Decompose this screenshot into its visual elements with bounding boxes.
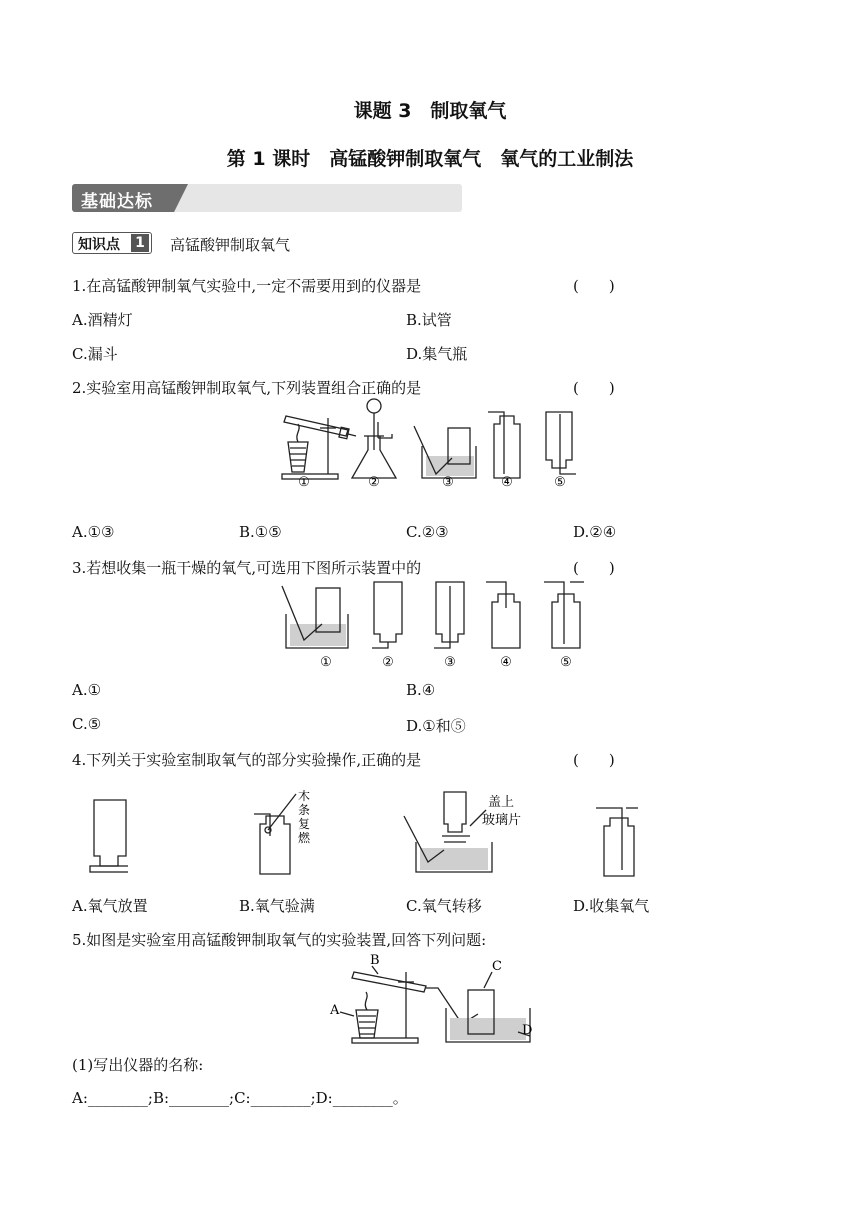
q1-stem: 1.在高锰酸钾制氧气实验中,一定不需要用到的仪器是: [72, 277, 422, 295]
q4-answer-paren[interactable]: ( ): [573, 751, 615, 769]
knowledge-point-box: [72, 232, 152, 254]
q1-option-a: A.酒精灯: [72, 311, 133, 329]
q5-fig-label-b: B: [370, 953, 380, 968]
q4-fig-d-bottle: [592, 800, 642, 880]
q2-apparatus-figure: [276, 398, 596, 488]
lesson-title: 第 1 课时 高锰酸钾制取氧气 氧气的工业制法: [226, 148, 634, 170]
q1-option-d: D.集气瓶: [406, 345, 468, 363]
q4-option-d: D.收集氧气: [573, 897, 650, 915]
q3-apparatus-figure: [278, 578, 588, 670]
q2-fig-bottle-4: [488, 412, 520, 478]
q4-fig-b-text-4: 燃: [297, 831, 311, 845]
q4-option-c: C.氧气转移: [406, 897, 482, 915]
q1-option-b: B.试管: [406, 311, 452, 329]
q2-fig-label-2: ②: [368, 475, 380, 488]
q2-answer-paren[interactable]: ( ): [573, 379, 615, 397]
q3-fig-label-1: ①: [320, 655, 332, 670]
q5-sub1: (1)写出仪器的名称:: [72, 1056, 204, 1074]
q4-option-a: A.氧气放置: [72, 897, 148, 915]
q3-option-a: A.①: [72, 681, 102, 699]
q3-fig-bottle-5: [544, 582, 584, 648]
q3-fig-label-4: ④: [500, 655, 512, 670]
q4-fig-b-text-3: 复: [297, 817, 311, 831]
q4-fig-c-text-2: 玻璃片: [482, 813, 522, 828]
q3-fig-label-5: ⑤: [560, 655, 572, 670]
q2-stem: 2.实验室用高锰酸钾制取氧气,下列装置组合正确的是: [72, 379, 422, 397]
q2-option-d: D.②④: [573, 523, 617, 541]
q2-option-a: A.①③: [72, 523, 115, 541]
q4-fig-b-text-1: 木: [297, 789, 311, 803]
q3-fig-water-collection: [282, 586, 348, 648]
knowledge-point-number: 1: [131, 234, 149, 252]
section-banner: [72, 184, 462, 212]
q2-fig-water-collection: [414, 426, 476, 478]
q4-stem: 4.下列关于实验室制取氧气的部分实验操作,正确的是: [72, 751, 422, 769]
q2-fig-label-3: ③: [442, 475, 454, 488]
q4-fig-a-bottle: [88, 786, 128, 878]
q3-answer-paren[interactable]: ( ): [573, 559, 615, 577]
banner-text: 基础达标: [81, 192, 153, 212]
q3-fig-label-2: ②: [382, 655, 394, 670]
q1-answer-paren[interactable]: ( ): [573, 277, 615, 295]
q4-fig-b-bottle: [248, 786, 328, 878]
q2-fig-bottle-5: [546, 412, 576, 474]
q2-option-c: C.②③: [406, 523, 449, 541]
q3-option-b: B.④: [406, 681, 436, 699]
q3-fig-bottle-2: [372, 582, 402, 648]
q3-fig-bottle-4: [486, 582, 520, 648]
q5-apparatus-figure: [322, 952, 542, 1046]
q3-stem: 3.若想收集一瓶干燥的氧气,可选用下图所示装置中的: [72, 559, 422, 577]
q5-blanks[interactable]: A:________;B:________;C:________;D:________。: [72, 1089, 408, 1107]
q5-fig-label-a: A: [330, 1003, 340, 1018]
q2-fig-label-5: ⑤: [554, 475, 566, 488]
q5-fig-label-d: D: [522, 1023, 533, 1038]
q1-option-c: C.漏斗: [72, 345, 118, 363]
q3-fig-label-3: ③: [444, 655, 456, 670]
q4-option-b: B.氧气验满: [239, 897, 315, 915]
q2-fig-label-1: ①: [298, 475, 310, 488]
q3-option-d: D.①和⑤: [406, 717, 466, 735]
q2-option-b: B.①⑤: [239, 523, 282, 541]
q5-stem: 5.如图是实验室用高锰酸钾制取氧气的实验装置,回答下列问题:: [72, 931, 487, 949]
q4-fig-c-transfer: [400, 786, 540, 878]
knowledge-point-label: 知识点: [78, 237, 120, 253]
q4-fig-c-text-1: 盖上: [488, 795, 515, 810]
q5-fig-label-c: C: [492, 959, 502, 974]
q4-fig-b-text-2: 条: [297, 803, 311, 817]
q3-option-c: C.⑤: [72, 715, 102, 733]
q2-fig-heating-apparatus: [282, 416, 356, 479]
q2-fig-label-4: ④: [501, 475, 513, 488]
q2-fig-flask-apparatus: [352, 399, 396, 478]
q3-fig-bottle-3: [434, 582, 464, 648]
topic-title: 课题 3 制取氧气: [353, 100, 507, 122]
knowledge-point-title: 高锰酸钾制取氧气: [170, 236, 291, 254]
